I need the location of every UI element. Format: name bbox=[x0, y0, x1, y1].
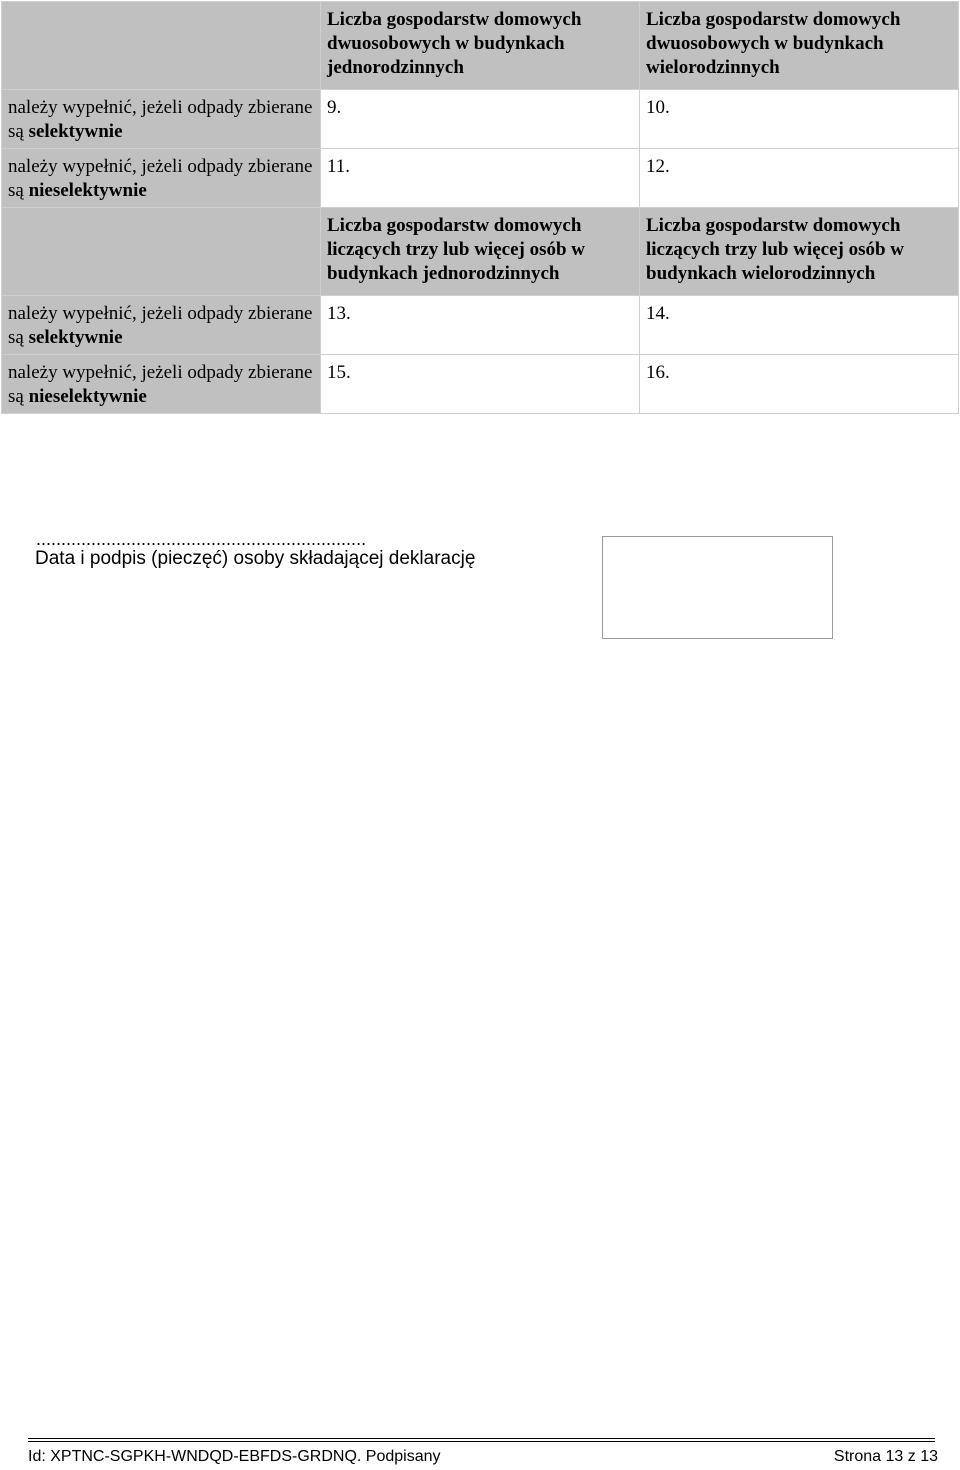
field-number: 10. bbox=[646, 97, 670, 118]
footer-divider bbox=[28, 1441, 935, 1442]
declaration-table bbox=[1, 1, 959, 414]
stamp-box[interactable] bbox=[602, 536, 833, 639]
signature-label: Data i podpis (pieczęć) osoby składającej deklarację bbox=[35, 548, 476, 569]
row-label-emphasis: nieselektywnie bbox=[28, 180, 147, 201]
field-number: 14. bbox=[646, 303, 670, 324]
document-id: Id: XPTNC-SGPKH-WNDQD-EBFDS-GRDNQ. Podpisany bbox=[28, 1448, 441, 1465]
header-two-person-multi-family: Liczba gospodarstw domowych dwuosobowych w budynkach wielorodzinnych bbox=[640, 2, 959, 90]
signature-dotted-line: .................................................................. bbox=[36, 530, 367, 548]
row-label-nonselective bbox=[2, 149, 321, 208]
field-14[interactable] bbox=[640, 296, 959, 355]
footer-divider bbox=[28, 1438, 935, 1439]
row-label-text: należy wypełnić, jeżeli odpady zbierane są bbox=[8, 303, 313, 348]
field-16[interactable] bbox=[640, 355, 959, 414]
row-label-selective bbox=[2, 90, 321, 149]
header-two-person-single-family: Liczba gospodarstw domowych dwuosobowych w budynkach jednorodzinnych bbox=[321, 2, 640, 90]
field-number: 11. bbox=[327, 156, 351, 177]
row-label-nonselective bbox=[2, 355, 321, 414]
row-label-text: należy wypełnić, jeżeli odpady zbierane są bbox=[8, 156, 313, 201]
field-number: 12. bbox=[646, 156, 670, 177]
field-12[interactable] bbox=[640, 149, 959, 208]
header-three-plus-multi-family: Liczba gospodarstw domowych liczących trzy lub więcej osób w budynkach wielorodzinnych bbox=[640, 208, 959, 296]
header-three-plus-single-family: Liczba gospodarstw domowych liczących trzy lub więcej osób w budynkach jednorodzinnych bbox=[321, 208, 640, 296]
field-10[interactable] bbox=[640, 90, 959, 149]
field-11[interactable] bbox=[321, 149, 640, 208]
row-label-text: należy wypełnić, jeżeli odpady zbierane są bbox=[8, 97, 313, 142]
field-number: 15. bbox=[327, 362, 351, 383]
empty-header-cell bbox=[2, 2, 321, 90]
field-15[interactable] bbox=[321, 355, 640, 414]
field-13[interactable] bbox=[321, 296, 640, 355]
row-label-emphasis: nieselektywnie bbox=[28, 386, 147, 407]
field-number: 13. bbox=[327, 303, 351, 324]
row-label-emphasis: selektywnie bbox=[28, 327, 123, 348]
row-label-emphasis: selektywnie bbox=[28, 121, 123, 142]
row-label-selective bbox=[2, 296, 321, 355]
field-number: 9. bbox=[327, 97, 342, 118]
page-number: Strona 13 z 13 bbox=[833, 1448, 938, 1465]
field-9[interactable] bbox=[321, 90, 640, 149]
row-label-text: należy wypełnić, jeżeli odpady zbierane są bbox=[8, 362, 313, 407]
empty-header-cell bbox=[2, 208, 321, 296]
field-number: 16. bbox=[646, 362, 670, 383]
